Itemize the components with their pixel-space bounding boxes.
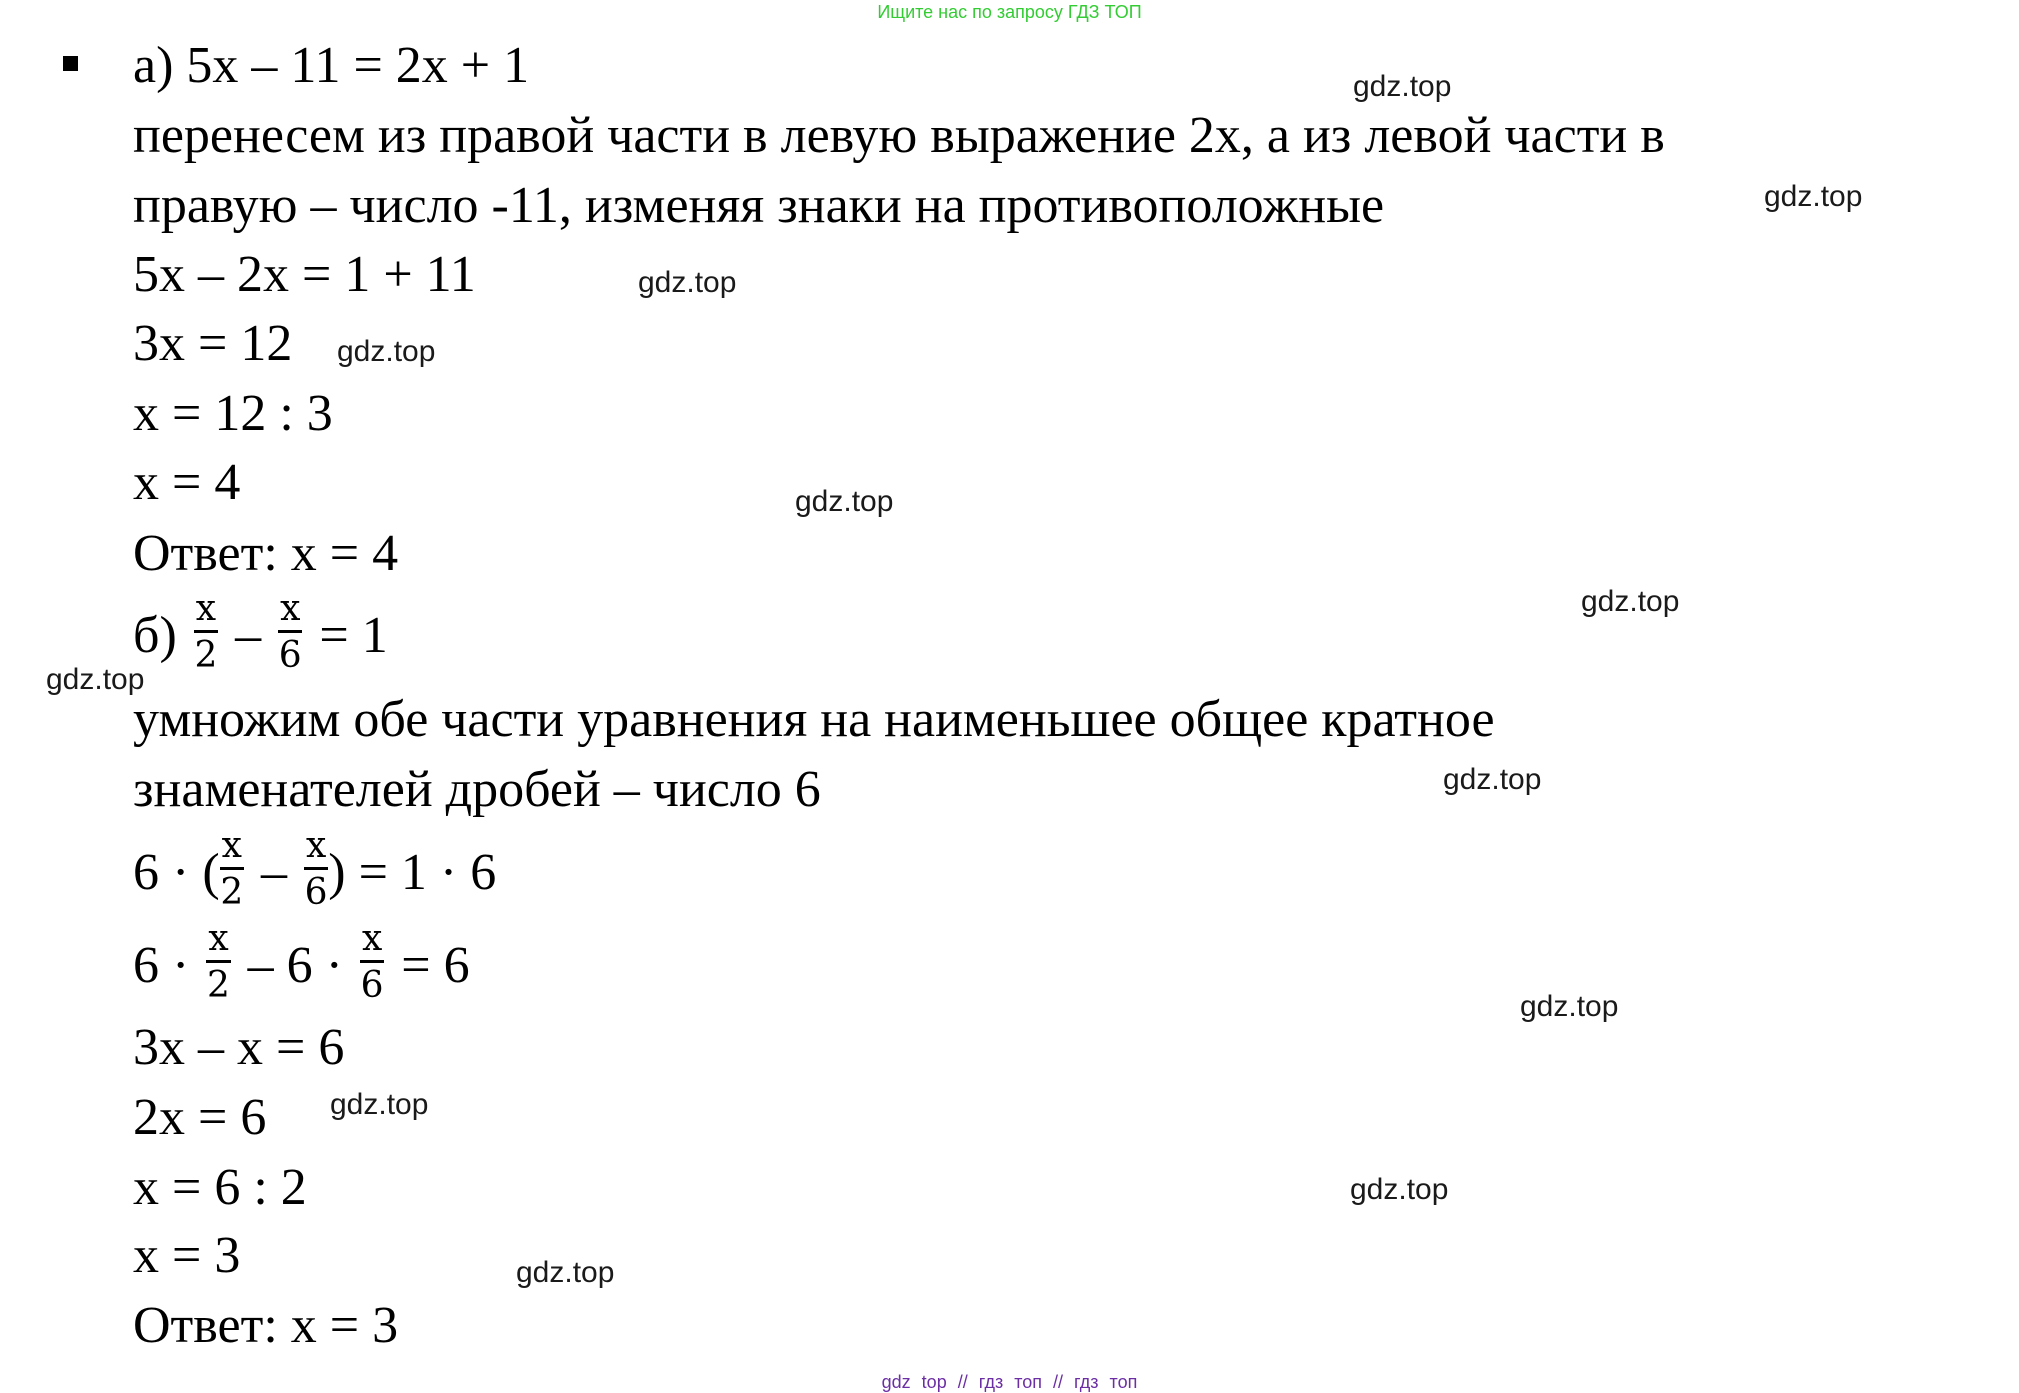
fraction-denominator: 2 xyxy=(220,871,244,913)
part-b-equation xyxy=(133,587,388,679)
part-b-step5: x = 6 : 2 xyxy=(133,1159,307,1216)
part-a-equation: а) 5x – 11 = 2x + 1 xyxy=(133,37,530,94)
minus-sign: – xyxy=(260,844,287,902)
watermark: gdz.top xyxy=(795,485,894,518)
fraction-denominator: 2 xyxy=(194,634,218,676)
part-a-step3: x = 12 : 3 xyxy=(133,385,333,442)
part-b-explanation-line1: умножим обе части уравнения на наименьшее общее кратное xyxy=(133,691,1495,748)
watermark: gdz.top xyxy=(516,1256,615,1289)
watermark: gdz.top xyxy=(1353,70,1452,103)
fraction-denominator: 2 xyxy=(207,964,230,1006)
watermark: gdz.top xyxy=(1581,585,1680,618)
part-b-answer: Ответ: x = 3 xyxy=(133,1297,399,1354)
fraction-x-over-2 xyxy=(206,917,230,1006)
fraction-x-over-6 xyxy=(278,587,302,676)
part-a-step1: 5x – 2x = 1 + 11 xyxy=(133,246,476,303)
fraction-denominator: 6 xyxy=(278,634,302,676)
fraction-numerator: x xyxy=(220,827,244,870)
bullet-marker xyxy=(63,56,78,71)
watermark: gdz.top xyxy=(638,266,737,299)
part-b-step6: x = 3 xyxy=(133,1227,241,1284)
equation-rhs: = 1 xyxy=(319,607,388,665)
part-a-explanation-line2: правую – число -11, изменяя знаки на противоположные xyxy=(133,177,1385,234)
fraction-x-over-2 xyxy=(220,824,244,913)
watermark: gdz.top xyxy=(1350,1173,1449,1206)
fraction-numerator: x xyxy=(304,827,328,870)
step2-prefix: 6 · xyxy=(133,937,190,995)
fraction-x-over-6 xyxy=(304,824,328,913)
part-a-answer: Ответ: x = 4 xyxy=(133,525,399,582)
part-b-step1 xyxy=(133,824,497,916)
step2-middle: – 6 · xyxy=(247,937,343,995)
watermark: gdz.top xyxy=(337,335,436,368)
minus-sign: – xyxy=(235,607,262,665)
part-b-step3: 3x – x = 6 xyxy=(133,1019,345,1076)
watermark: gdz.top xyxy=(1764,180,1863,213)
part-a-explanation-line1: перенесем из правой части в левую выражение 2x, а из левой части в xyxy=(133,107,1665,164)
part-a-step2: 3x = 12 xyxy=(133,315,293,372)
watermark: gdz.top xyxy=(1443,763,1542,796)
fraction-numerator: x xyxy=(206,920,230,963)
part-a-step4: x = 4 xyxy=(133,454,241,511)
step1-prefix: 6 · ( xyxy=(133,844,220,902)
part-b-step2 xyxy=(133,917,470,1009)
fraction-x-over-6 xyxy=(360,917,384,1006)
watermark: gdz.top xyxy=(1520,990,1619,1023)
part-b-label: б) xyxy=(133,607,177,665)
fraction-denominator: 6 xyxy=(304,871,328,913)
top-banner: Ищите нас по запросу ГДЗ ТОП xyxy=(877,2,1142,22)
fraction-x-over-2 xyxy=(194,587,218,676)
step1-suffix: ) = 1 · 6 xyxy=(328,844,497,902)
part-b-explanation-line2: знаменателей дробей – число 6 xyxy=(133,761,821,818)
watermark: gdz.top xyxy=(46,663,145,696)
fraction-numerator: x xyxy=(278,590,302,633)
step2-suffix: = 6 xyxy=(401,937,470,995)
fraction-numerator: x xyxy=(194,590,218,633)
watermark: gdz.top xyxy=(330,1088,429,1121)
bottom-banner: gdz top // гдз топ // гдз топ xyxy=(881,1372,1138,1392)
fraction-denominator: 6 xyxy=(360,964,384,1006)
fraction-numerator: x xyxy=(360,920,384,963)
part-b-step4: 2x = 6 xyxy=(133,1089,267,1146)
